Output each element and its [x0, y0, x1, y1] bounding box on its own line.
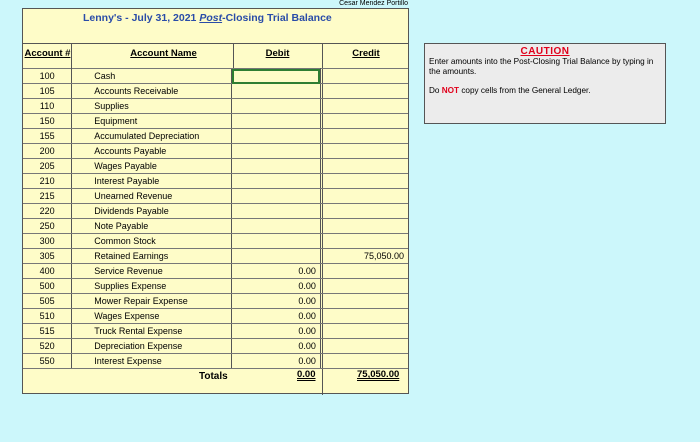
header-top-rule	[23, 43, 408, 44]
credit-cell[interactable]	[320, 204, 408, 219]
table-row	[23, 264, 408, 279]
caution-box	[424, 43, 666, 124]
caution-line-2	[429, 86, 661, 96]
account-number-cell: 520	[23, 339, 72, 354]
account-number-cell: 220	[23, 204, 72, 219]
account-number-cell: 500	[23, 279, 72, 294]
account-name-cell: Common Stock	[72, 234, 232, 249]
credit-cell[interactable]	[320, 159, 408, 174]
header-credit: Credit	[352, 48, 380, 59]
debit-cell[interactable]	[232, 234, 320, 249]
table-row	[23, 204, 408, 219]
account-name-cell: Retained Earnings	[72, 249, 232, 264]
account-number-cell: 210	[23, 174, 72, 189]
account-number-cell: 505	[23, 294, 72, 309]
account-number-cell: 100	[23, 69, 72, 84]
account-number-cell: 155	[23, 129, 72, 144]
account-name-cell: Supplies Expense	[72, 279, 232, 294]
title-post: Post	[199, 12, 223, 24]
table-row	[23, 144, 408, 159]
table-row	[23, 189, 408, 204]
account-name-cell: Cash	[72, 69, 232, 84]
account-number-cell: 105	[23, 84, 72, 99]
debit-cell[interactable]	[232, 84, 320, 99]
table-row	[23, 249, 408, 264]
table-row	[23, 354, 408, 369]
account-number-cell: 150	[23, 114, 72, 129]
header-divider-2	[233, 43, 234, 68]
credit-cell[interactable]	[320, 84, 408, 99]
credit-cell[interactable]	[320, 309, 408, 324]
account-name-cell: Depreciation Expense	[72, 339, 232, 354]
account-name-cell: Accounts Receivable	[72, 84, 232, 99]
credit-cell[interactable]	[320, 99, 408, 114]
credit-cell[interactable]: 75,050.00	[320, 249, 408, 264]
account-number-cell: 205	[23, 159, 72, 174]
header-debit: Debit	[265, 48, 290, 59]
table-row	[23, 324, 408, 339]
account-name-cell: Accounts Payable	[72, 144, 232, 159]
title-suffix: -Closing Trial Balance	[222, 12, 332, 24]
debit-cell[interactable]	[232, 219, 320, 234]
account-name-cell: Interest Expense	[72, 354, 232, 369]
table-row	[23, 279, 408, 294]
header-divider-1	[71, 43, 72, 68]
debit-cell[interactable]	[232, 69, 320, 84]
total-credit: 75,050.00	[357, 369, 400, 380]
debit-cell[interactable]	[232, 249, 320, 264]
account-number-cell: 515	[23, 324, 72, 339]
debit-cell[interactable]	[232, 144, 320, 159]
debit-cell[interactable]: 0.00	[232, 354, 320, 369]
table-row	[23, 174, 408, 189]
table-row	[23, 159, 408, 174]
debit-cell[interactable]: 0.00	[232, 339, 320, 354]
table-row	[23, 219, 408, 234]
debit-cell[interactable]: 0.00	[232, 309, 320, 324]
account-number-cell: 250	[23, 219, 72, 234]
caution-not: NOT	[441, 86, 460, 95]
account-name-cell: Unearned Revenue	[72, 189, 232, 204]
table-row	[23, 309, 408, 324]
table-row	[23, 99, 408, 114]
account-name-cell: Wages Payable	[72, 159, 232, 174]
account-name-cell: Note Payable	[72, 219, 232, 234]
debit-cell[interactable]: 0.00	[232, 324, 320, 339]
account-name-cell: Mower Repair Expense	[72, 294, 232, 309]
account-name-cell: Interest Payable	[72, 174, 232, 189]
table-row	[23, 294, 408, 309]
credit-cell[interactable]	[320, 189, 408, 204]
table-row	[23, 114, 408, 129]
account-name-cell: Wages Expense	[72, 309, 232, 324]
account-name-cell: Service Revenue	[72, 264, 232, 279]
trial-balance-sheet	[22, 8, 409, 394]
table-row	[23, 69, 408, 84]
debit-cell[interactable]	[232, 174, 320, 189]
credit-cell[interactable]	[320, 279, 408, 294]
author-name: Cesar Mendez Portillo	[339, 0, 408, 7]
account-number-cell: 550	[23, 354, 72, 369]
table-row	[23, 84, 408, 99]
credit-cell[interactable]	[320, 294, 408, 309]
debit-cell[interactable]	[232, 129, 320, 144]
credit-cell[interactable]	[320, 339, 408, 354]
account-number-cell: 510	[23, 309, 72, 324]
table-row	[23, 339, 408, 354]
credit-cell[interactable]	[320, 234, 408, 249]
debit-cell[interactable]	[232, 189, 320, 204]
account-number-cell: 300	[23, 234, 72, 249]
caution-title: CAUTION	[520, 46, 570, 57]
credit-cell[interactable]	[320, 114, 408, 129]
header-account-no: Account #	[24, 48, 71, 59]
account-number-cell: 215	[23, 189, 72, 204]
debit-cell[interactable]: 0.00	[232, 294, 320, 309]
account-number-cell: 200	[23, 144, 72, 159]
credit-cell[interactable]	[320, 324, 408, 339]
account-name-cell: Dividends Payable	[72, 204, 232, 219]
account-number-cell: 400	[23, 264, 72, 279]
debit-cell[interactable]	[232, 204, 320, 219]
total-debit: 0.00	[297, 369, 316, 380]
credit-cell[interactable]	[320, 69, 408, 84]
title-prefix: Lenny's - July 31, 2021	[83, 12, 200, 24]
credit-cell[interactable]	[320, 219, 408, 234]
account-name-cell: Supplies	[72, 99, 232, 114]
table-row	[23, 234, 408, 249]
account-number-cell: 110	[23, 99, 72, 114]
table-row	[23, 129, 408, 144]
totals-label: Totals	[199, 371, 228, 382]
debit-cell[interactable]: 0.00	[232, 279, 320, 294]
account-name-cell: Accumulated Depreciation	[72, 129, 232, 144]
debit-cell[interactable]	[232, 159, 320, 174]
credit-cell[interactable]	[320, 354, 408, 369]
sheet-title	[83, 12, 383, 24]
debit-cell[interactable]: 0.00	[232, 264, 320, 279]
account-name-cell: Equipment	[72, 114, 232, 129]
credit-cell[interactable]	[320, 144, 408, 159]
account-number-cell: 305	[23, 249, 72, 264]
trial-balance-table	[23, 68, 408, 369]
credit-cell[interactable]	[320, 264, 408, 279]
header-account-name: Account Name	[130, 48, 197, 59]
account-name-cell: Truck Rental Expense	[72, 324, 232, 339]
debit-cell[interactable]	[232, 99, 320, 114]
credit-cell[interactable]	[320, 174, 408, 189]
caution-line-2-prefix: Do	[429, 86, 442, 95]
debit-cell[interactable]	[232, 114, 320, 129]
caution-line-2-suffix: copy cells from the General Ledger.	[459, 86, 591, 95]
credit-cell[interactable]	[320, 129, 408, 144]
caution-line-1: Enter amounts into the Post-Closing Trial Balance by typing in the amounts.	[429, 57, 654, 76]
